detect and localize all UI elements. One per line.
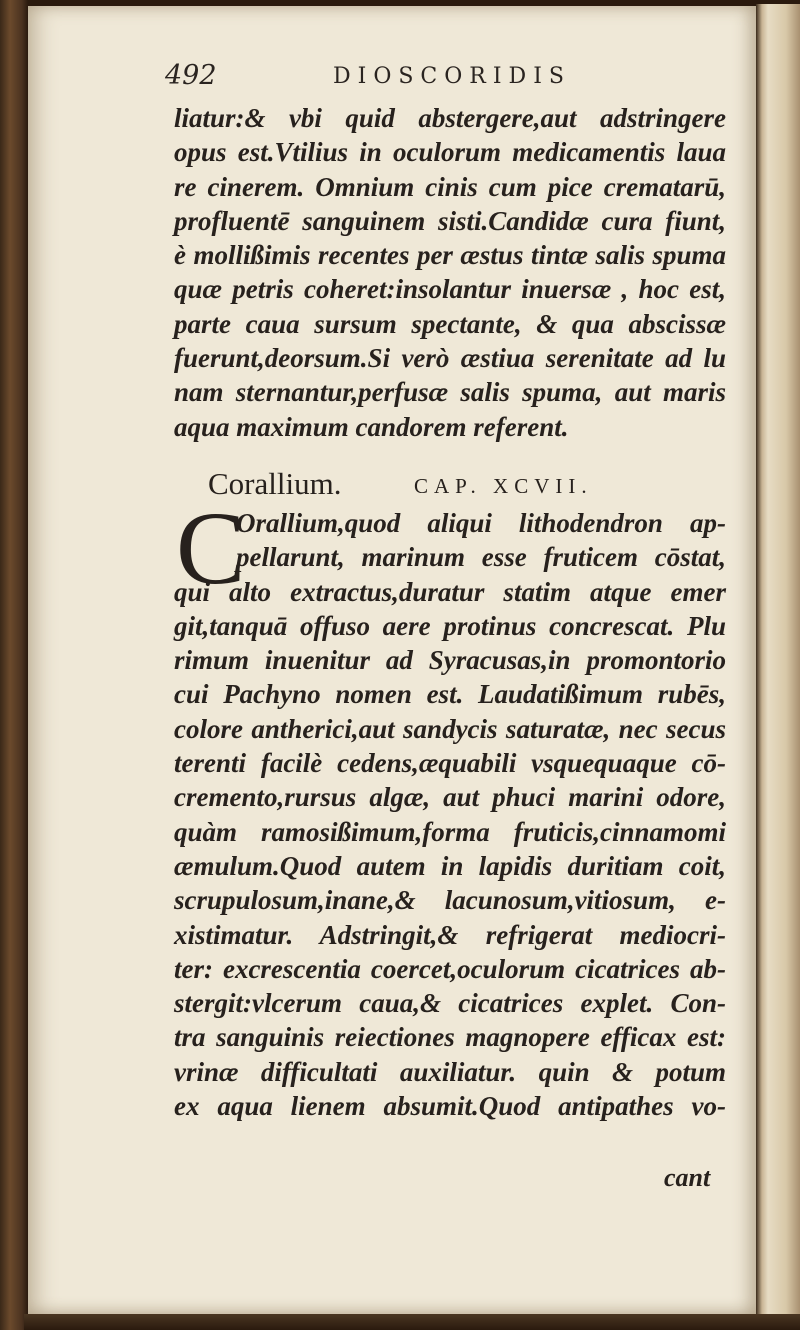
text-line: profluentē sanguinem sisti.Candidæ cura fiunt, xyxy=(174,205,726,236)
book-bottom-edge xyxy=(24,1314,800,1330)
text-line: re cinerem. Omnium cinis cum pice crematarū, xyxy=(174,171,726,202)
text-line: ter: excrescentia coercet,oculorum cicatrices ab- xyxy=(174,953,726,984)
text-line: fuerunt,deorsum.Si verò æstiua serenitate ad lu xyxy=(174,343,726,374)
page-number: 492 xyxy=(165,60,217,91)
text-line: stergit:vlcerum caua,& cicatrices explet. Con- xyxy=(174,988,726,1019)
drop-cap: C xyxy=(176,491,246,606)
running-head: DIOSCORIDIS xyxy=(333,64,571,89)
text-line: è mollißimis recentes per æstus tintæ salis spuma xyxy=(174,240,726,271)
text-line: æmulum.Quod autem in lapidis duritiam coit, xyxy=(174,850,726,881)
chapter-heading xyxy=(208,466,728,506)
text-line: aqua maximum candorem referent. xyxy=(174,411,569,442)
text-line: nam sternantur,perfusæ salis spuma, aut maris xyxy=(174,377,726,408)
text-line: colore antherici,aut sandycis saturatæ, nec secus xyxy=(174,713,726,744)
text-line: cui Pachyno nomen est. Laudatißimum rubēs, xyxy=(174,679,726,710)
text-line: ex aqua lienem absumit.Quod antipathes vo- xyxy=(174,1091,726,1122)
text-line: parte caua sursum spectante, & qua abscissæ xyxy=(174,308,726,339)
catchword: cant xyxy=(664,1163,711,1192)
text-line: tra sanguinis reiectiones magnopere efficax est: xyxy=(174,1022,726,1053)
text-line: quæ petris coheret:insolantur inuersæ , hoc est, xyxy=(174,274,726,305)
text-line: liatur:& vbi quid abstergere,aut adstringere xyxy=(174,103,726,133)
text-block-chapter xyxy=(174,506,726,1123)
text-line: quàm ramosißimum,forma fruticis,cinnamomi xyxy=(174,816,726,847)
text-line: scrupulosum,inane,& lacunosum,vitiosum, e- xyxy=(174,885,726,916)
text-line: opus est.Vtilius in oculorum medicamentis laua xyxy=(174,137,726,168)
text-line: xistimatur. Adstringit,& refrigerat mediocri- xyxy=(174,919,726,950)
chapter-number: CAP. XCVII. xyxy=(414,474,593,498)
text-line: cremento,rursus algæ, aut phuci marini odore, xyxy=(174,782,726,813)
chapter-title: Corallium. xyxy=(208,466,342,501)
text-line: pellarunt, marinum esse fruticem cōstat, xyxy=(236,542,726,573)
text-line: Orallium,quod aliqui lithodendron ap- xyxy=(236,508,726,538)
text-line: rimum inuenitur ad Syracusas,in promontorio xyxy=(174,645,726,676)
facing-page-edge xyxy=(756,4,800,1324)
text-line: vrinæ difficultati auxiliatur. quin & potum xyxy=(174,1056,726,1087)
text-block-top xyxy=(174,101,726,444)
text-line: qui alto extractus,duratur statim atque emer xyxy=(174,576,726,607)
text-line: terenti facilè cedens,æquabili vsquequaque cō- xyxy=(174,748,726,779)
text-line: git,tanquā offuso aere protinus concrescat. Plu xyxy=(174,610,726,641)
page-header xyxy=(165,58,715,98)
